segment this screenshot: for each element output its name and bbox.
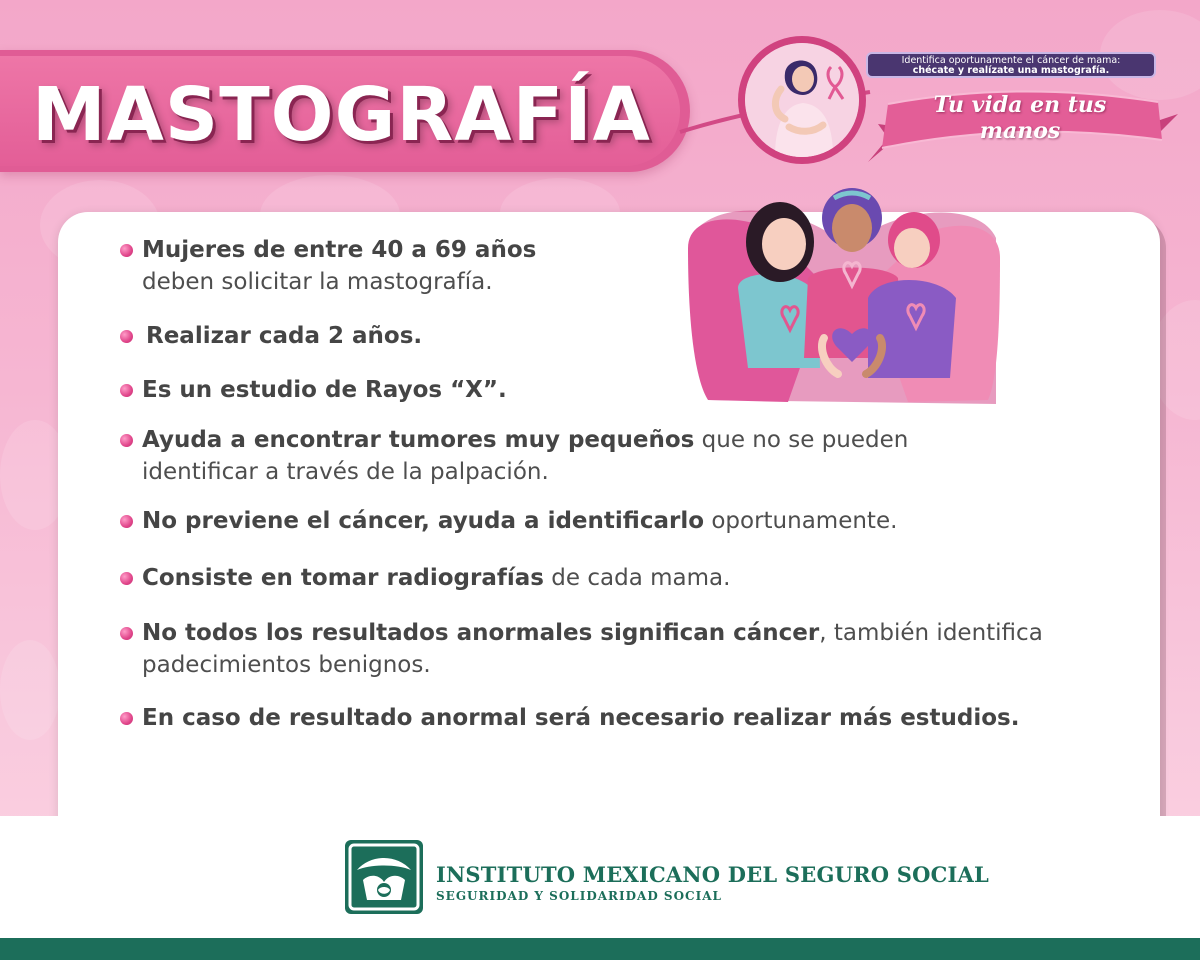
pink-bullet-icon	[120, 384, 133, 397]
pink-bullet-icon	[120, 330, 133, 343]
bullet-continuation: deben solicitar la mastografía.	[142, 269, 493, 295]
bullet-continuation: padecimientos benignos.	[142, 652, 431, 678]
bullet-text: de cada mama.	[543, 565, 731, 591]
title-banner	[0, 50, 690, 172]
bullet-bold-text: No todos los resultados anormales significan cáncer	[142, 620, 820, 646]
pink-bullet-icon	[120, 515, 133, 528]
women-heart-hands-illustration	[688, 178, 1000, 404]
bullet-bold-text: No previene el cáncer, ayuda a identificarlo	[142, 508, 705, 534]
institute-motto: SEGURIDAD Y SOLIDARIDAD SOCIAL	[436, 889, 722, 903]
institute-name: INSTITUTO MEXICANO DEL SEGURO SOCIAL	[436, 862, 990, 887]
pink-bullet-icon	[120, 572, 133, 585]
bullet-text: oportunamente.	[704, 508, 898, 534]
pink-bullet-icon	[120, 244, 133, 257]
bullet-bold-text: Mujeres de entre 40 a 69 años	[142, 237, 537, 263]
page-title: MASTOGRAFÍA	[32, 72, 651, 158]
campaign-emblem	[738, 36, 866, 164]
woman-self-exam-icon	[745, 43, 859, 157]
bullet-text: que no se pueden	[694, 427, 909, 453]
footer-stripe	[0, 938, 1200, 960]
bullet-continuation: identificar a través de la palpación.	[142, 459, 549, 485]
tagline-box	[866, 52, 1156, 78]
imss-eagle-logo-icon	[345, 840, 423, 914]
bullet-text: , también identifica	[819, 620, 1043, 646]
bullet-bold-text: Consiste en tomar radiografías	[142, 565, 544, 591]
bullet-bold-text: Ayuda a encontrar tumores muy pequeños	[142, 427, 695, 453]
bullet-bold-text: En caso de resultado anormal será necesario realizar más estudios.	[142, 705, 1020, 731]
slogan-text: Tu vida en tus manos	[933, 92, 1107, 144]
pink-bullet-icon	[120, 627, 133, 640]
bullet-bold-text: Es un estudio de Rayos “X”.	[142, 377, 507, 403]
pink-bullet-icon	[120, 712, 133, 725]
tagline-line-1: Identifica oportunamente el cáncer de mama:	[901, 55, 1121, 66]
tagline-line-2: chécate y realízate una mastografía.	[912, 65, 1110, 76]
bullet-bold-text: Realizar cada 2 años.	[146, 323, 423, 349]
background-petal	[0, 640, 60, 740]
pink-bullet-icon	[120, 434, 133, 447]
